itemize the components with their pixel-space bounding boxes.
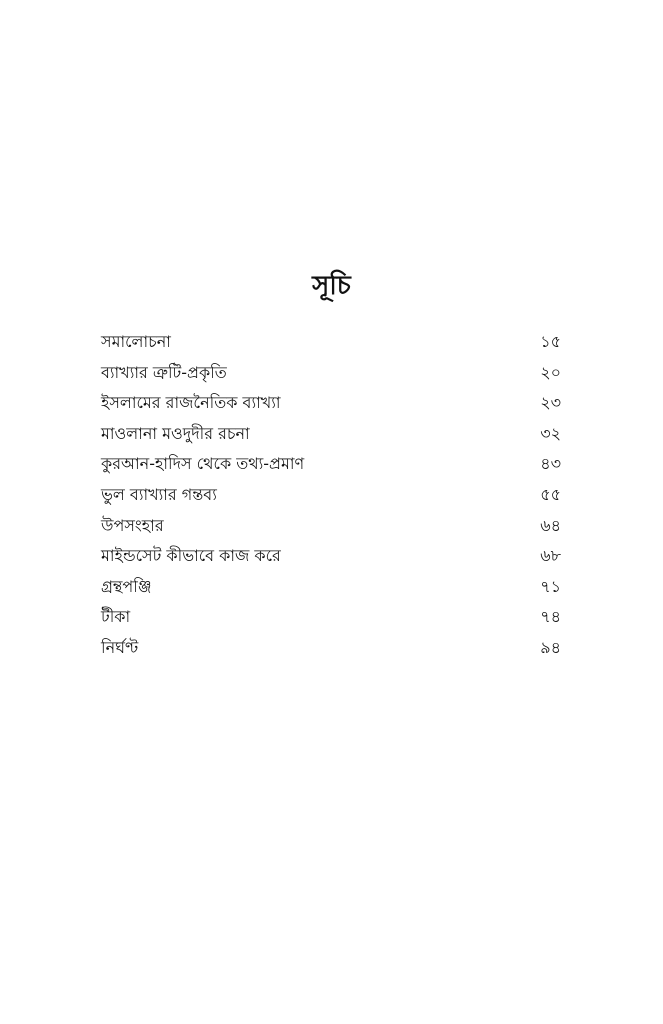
toc-entry xyxy=(101,602,561,633)
toc-entry xyxy=(101,358,561,389)
toc-entry-title: টীকা xyxy=(101,607,131,627)
toc-entry xyxy=(101,449,561,480)
toc-entry xyxy=(101,480,561,511)
toc-entry-page-number: ৩২ xyxy=(540,423,561,443)
toc-entry-page-number: ১৫ xyxy=(540,332,561,351)
toc-entry-page-number: ২৩ xyxy=(540,393,561,413)
page-title: সূচি xyxy=(312,271,351,301)
toc-entry-title: মাইন্ডসেট কীভাবে কাজ করে xyxy=(101,546,281,566)
toc-entry xyxy=(101,419,561,450)
toc-entry-page-number: ৭৪ xyxy=(540,607,561,627)
toc-entry-page-number: ৬৪ xyxy=(540,515,561,535)
toc-entry xyxy=(101,541,561,572)
toc-entry-title: কুরআন-হাদিস থেকে তথ্য-প্রমাণ xyxy=(101,454,305,474)
toc-entry-page-number: ৪৩ xyxy=(540,454,561,474)
toc-entry-title: উপসংহার xyxy=(101,515,164,535)
toc-entry-title: ভুল ব্যাখ্যার গন্তব্য xyxy=(101,484,217,504)
toc-entry-title: সমালোচনা xyxy=(101,332,171,351)
toc-entry-title: ইসলামের রাজনৈতিক ব্যাখ্যা xyxy=(101,393,281,413)
toc-entry-title: মাওলানা মওদুদীর রচনা xyxy=(101,423,250,443)
toc-entry xyxy=(101,327,561,358)
toc-entry-page-number: ৬৮ xyxy=(540,546,561,566)
toc-entry-title: গ্রন্থপঞ্জি xyxy=(101,576,152,596)
toc-entry-page-number: ২০ xyxy=(540,362,561,382)
toc-entry-title: ব্যাখ্যার ত্রুটি-প্রকৃতি xyxy=(101,362,227,382)
toc-entry xyxy=(101,633,561,664)
toc-entry-page-number: ৭১ xyxy=(540,576,561,596)
toc-entry xyxy=(101,388,561,419)
toc-entry xyxy=(101,572,561,603)
toc-entry-page-number: ৯৪ xyxy=(540,637,561,657)
toc-entry-page-number: ৫৫ xyxy=(540,484,561,504)
toc-entry-title: নির্ঘণ্ট xyxy=(101,637,139,657)
toc-entry xyxy=(101,511,561,542)
table-of-contents xyxy=(101,327,561,664)
